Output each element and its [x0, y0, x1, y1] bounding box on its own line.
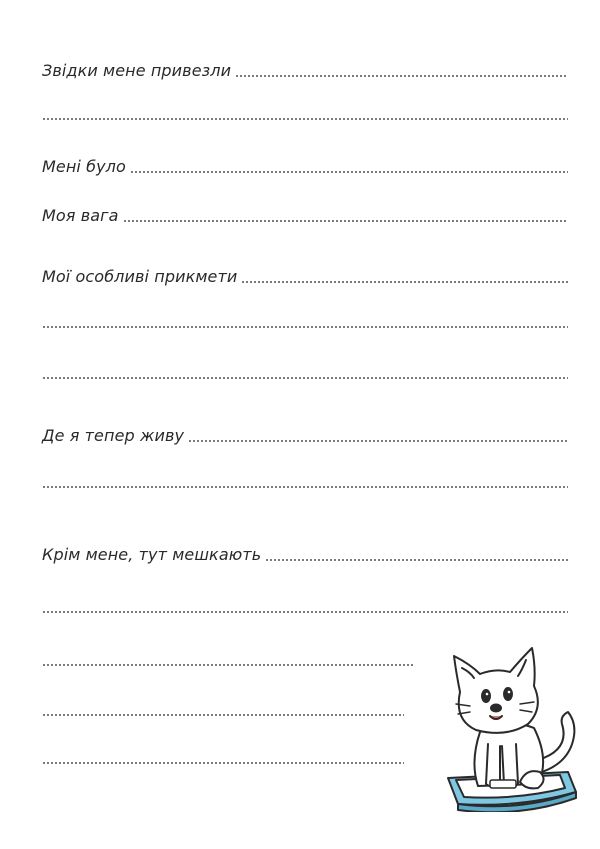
- field-home-line-2[interactable]: [42, 486, 568, 488]
- field-home-line[interactable]: [188, 440, 568, 442]
- field-others-line-4[interactable]: [42, 714, 404, 716]
- field-weight-line[interactable]: [123, 220, 568, 222]
- field-features-line-3[interactable]: [42, 377, 568, 379]
- field-from: [42, 58, 568, 80]
- field-age: [42, 154, 568, 176]
- field-features-line[interactable]: [241, 281, 568, 283]
- field-features: [42, 264, 568, 286]
- field-age-label: Мені було: [42, 157, 126, 176]
- field-others-line-5[interactable]: [42, 762, 404, 764]
- field-from-line-2[interactable]: [42, 118, 568, 120]
- field-home-label: Де я тепер живу: [42, 426, 185, 445]
- field-others-line[interactable]: [265, 559, 568, 561]
- field-from-label: Звідки мене привезли: [42, 61, 232, 80]
- field-weight-label: Моя вага: [42, 206, 119, 225]
- field-from-line[interactable]: [235, 75, 568, 77]
- field-others-line-3[interactable]: [42, 664, 414, 666]
- field-features-line-2[interactable]: [42, 326, 568, 328]
- field-others: [42, 542, 568, 564]
- field-weight: [42, 203, 568, 225]
- cat-on-scale-icon: [430, 632, 580, 812]
- field-age-line[interactable]: [130, 171, 568, 173]
- field-others-label: Крім мене, тут мешкають: [42, 545, 262, 564]
- field-others-line-2[interactable]: [42, 611, 568, 613]
- field-features-label: Мої особливі прикмети: [42, 267, 238, 286]
- field-home: [42, 423, 568, 445]
